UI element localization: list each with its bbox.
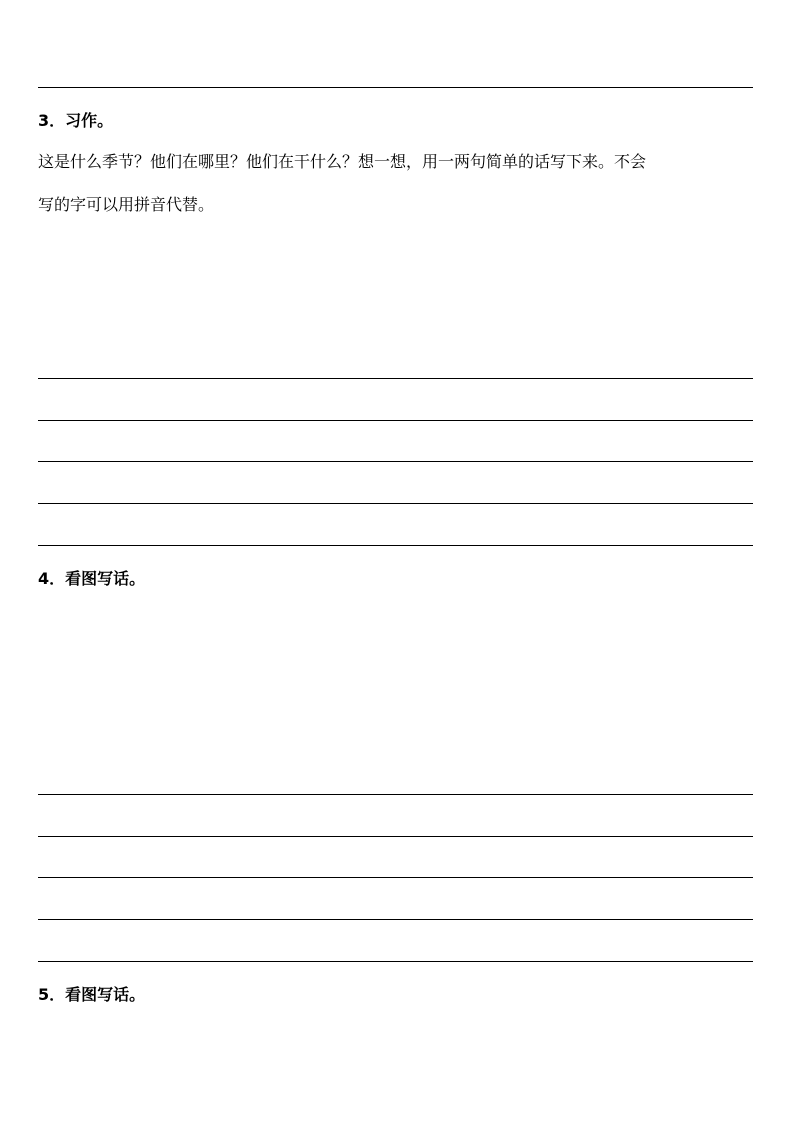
answer-line[interactable] xyxy=(38,461,753,462)
question-4-heading: 4．看图写话。 xyxy=(38,569,146,588)
answer-line[interactable] xyxy=(38,545,753,546)
answer-line[interactable] xyxy=(38,378,753,379)
answer-line[interactable] xyxy=(38,877,753,878)
answer-line[interactable] xyxy=(38,961,753,962)
answer-line[interactable] xyxy=(38,919,753,920)
answer-line xyxy=(38,87,753,88)
answer-line[interactable] xyxy=(38,503,753,504)
answer-line[interactable] xyxy=(38,420,753,421)
question-5-heading: 5．看图写话。 xyxy=(38,985,146,1004)
question-3-instruction-line-2: 写的字可以用拼音代替。 xyxy=(38,195,215,214)
question-3-heading: 3．习作。 xyxy=(38,111,114,130)
answer-line[interactable] xyxy=(38,836,753,837)
answer-line[interactable] xyxy=(38,794,753,795)
question-3-instruction-line-1: 这是什么季节？他们在哪里？他们在干什么？想一想，用一两句简单的话写下来。不会 xyxy=(38,152,647,171)
